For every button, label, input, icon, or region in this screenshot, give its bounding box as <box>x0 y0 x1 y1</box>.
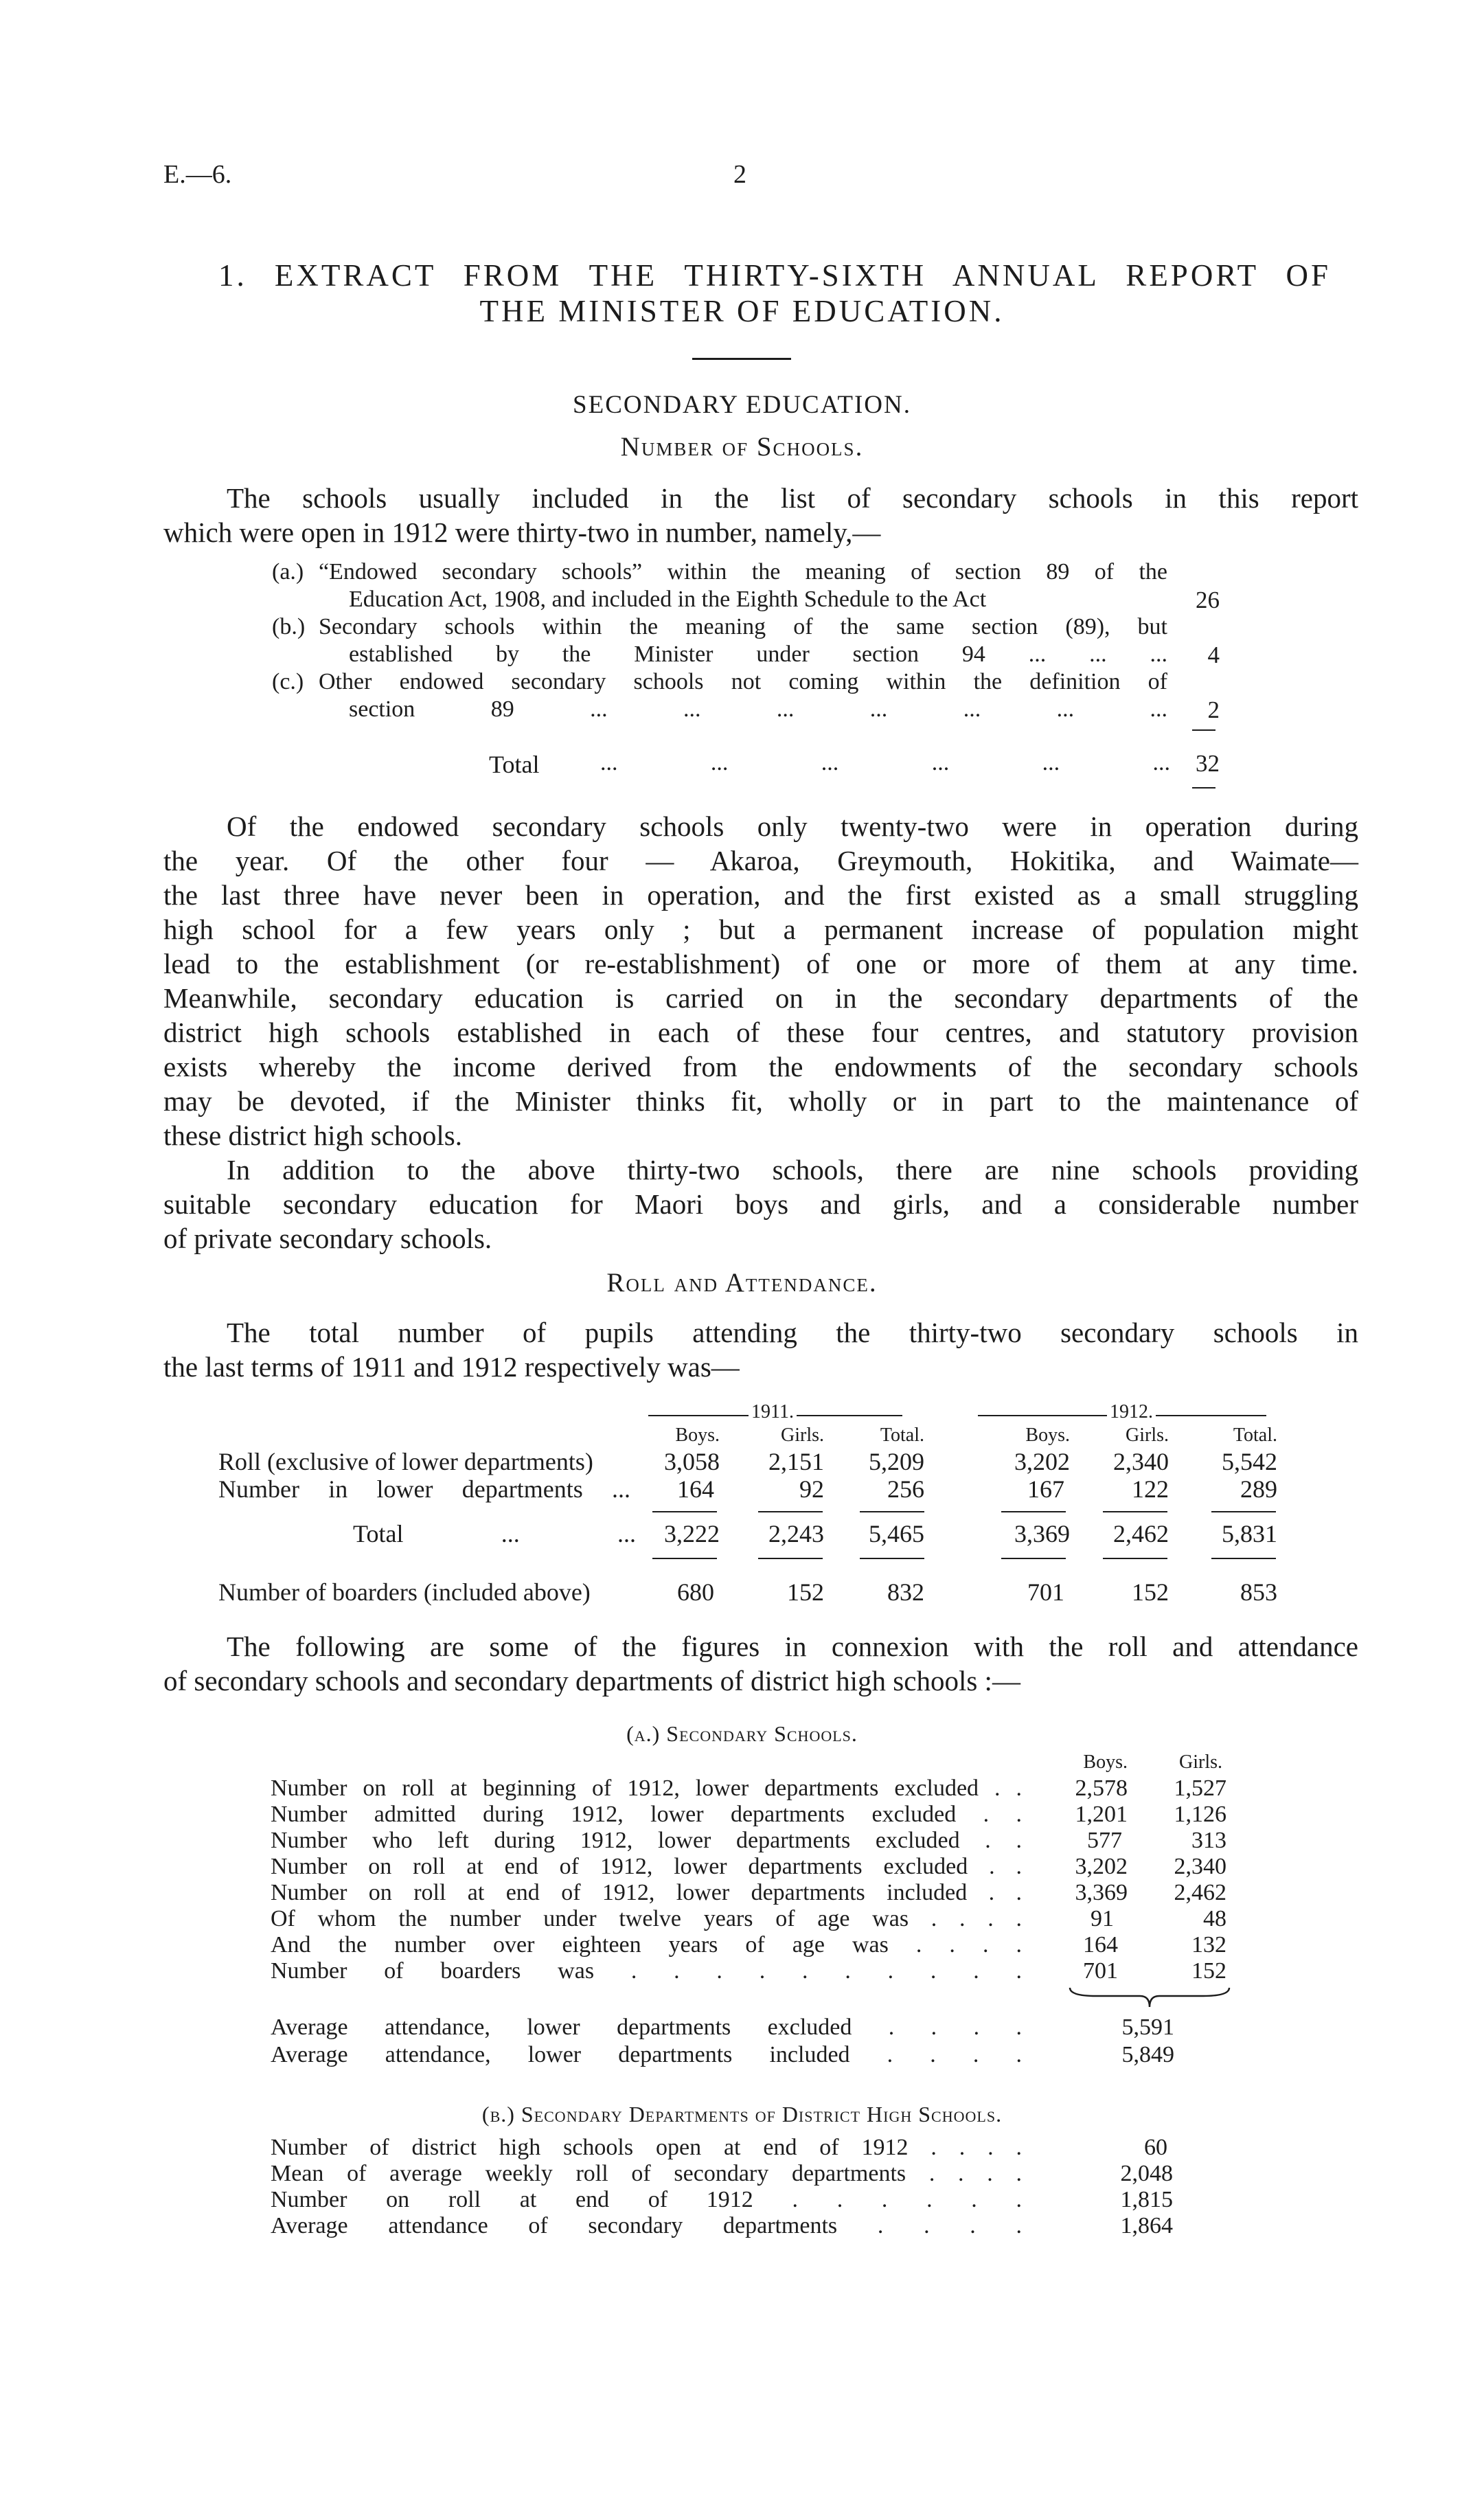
report-reference: E.—6. <box>163 160 232 189</box>
stat-girls: 2,462 <box>1174 1880 1226 1905</box>
table-cell: 2,340 <box>1113 1448 1169 1475</box>
district-row-label: Average attendance of secondary departments . . . . <box>271 2213 1022 2238</box>
roll-intro-line: The total number of pupils attending the thirty-two secondary schools in <box>227 1317 1358 1348</box>
table-cell: 5,831 <box>1222 1520 1277 1547</box>
paragraph-line: these district high schools. <box>163 1120 463 1151</box>
sum-rule <box>1192 729 1215 731</box>
table-row-label: Number in lower departments ... <box>218 1475 630 1503</box>
stat-boys: 1,201 <box>1075 1802 1128 1827</box>
paragraph-line: lead to the establishment (or re-establishment) of one or more of them at any time. <box>163 948 1358 979</box>
table-cell: 3,369 <box>1014 1520 1070 1547</box>
table-cell: 701 <box>1027 1578 1064 1606</box>
stat-row-label: And the number over eighteen years of age was . . . . <box>271 1932 1022 1958</box>
stat-boys: 3,369 <box>1075 1880 1128 1905</box>
schools-intro-line: The schools usually included in the list of secondary schools in this report <box>227 482 1358 514</box>
district-row-label: Mean of average weekly roll of secondary departments . . . . <box>271 2161 1022 2186</box>
schools-intro-line: which were open in 1912 were thirty-two in number, namely,— <box>163 517 881 548</box>
table-cell: 680 <box>677 1578 714 1606</box>
district-high-heading: (b.) Secondary Departments of District High Schools. <box>481 2102 1003 2126</box>
sum-rule <box>1211 1511 1276 1512</box>
stat-row-label: Number on roll at end of 1912, lower departments included . . <box>271 1880 1022 1905</box>
list-item-line: Secondary schools within the meaning of the same section (89), but <box>319 614 1167 639</box>
sum-rule <box>758 1511 823 1512</box>
table-cell: 5,209 <box>869 1448 924 1475</box>
district-value: 1,864 <box>1120 2213 1173 2238</box>
stat-row-label: Number who left during 1912, lower departments excluded . . <box>271 1828 1022 1853</box>
total-label: Total <box>489 751 540 778</box>
table-cell: 2,462 <box>1113 1520 1169 1547</box>
total-leader-dots: ... ... ... ... ... ... <box>600 750 1170 775</box>
col-girls: Girls. <box>1179 1751 1222 1773</box>
total-value: 32 <box>1196 750 1220 777</box>
stat-boys: 3,202 <box>1075 1854 1128 1879</box>
table-cell: 152 <box>787 1578 824 1606</box>
list-item-value: 26 <box>1196 587 1220 613</box>
sum-rule <box>758 1558 823 1559</box>
stat-girls: 1,527 <box>1174 1776 1226 1801</box>
list-item-value: 4 <box>1207 642 1220 668</box>
title-divider <box>692 358 791 360</box>
paragraph-line: may be devoted, if the Minister thinks fit, wholly or in part to the maintenance of <box>163 1085 1358 1117</box>
col-boys: Boys. <box>675 1425 720 1446</box>
stat-boys: 91 <box>1091 1906 1114 1931</box>
table-cell: 5,465 <box>869 1520 924 1547</box>
district-value: 60 <box>1144 2135 1167 2160</box>
paragraph-line: In addition to the above thirty-two schools, there are nine schools providing <box>227 1154 1358 1186</box>
sum-rule <box>1211 1558 1276 1559</box>
paragraph-line: district high schools established in each of these four centres, and statutory provision <box>163 1017 1358 1048</box>
page-number: 2 <box>733 160 746 189</box>
list-item-line: Education Act, 1908, and included in the Eighth Schedule to the Act <box>349 587 987 612</box>
stat-boys: 701 <box>1083 1958 1118 1984</box>
paragraph-line: Meanwhile, secondary education is carried on in the secondary departments of the <box>163 982 1358 1014</box>
col-girls: Girls. <box>1126 1425 1169 1446</box>
col-girls: Girls. <box>781 1425 824 1446</box>
paragraph-line: exists whereby the income derived from the endowments of the secondary schools <box>163 1051 1358 1082</box>
table-cell: 122 <box>1132 1475 1169 1503</box>
table-cell: 3,222 <box>664 1520 720 1547</box>
stat-boys: 577 <box>1087 1828 1122 1853</box>
table-cell: 2,243 <box>768 1520 824 1547</box>
district-value: 2,048 <box>1120 2161 1173 2186</box>
stat-row-label: Number on roll at end of 1912, lower departments excluded . . <box>271 1854 1022 1879</box>
report-title-line1: 1. EXTRACT FROM THE THIRTY-SIXTH ANNUAL REPORT OF <box>218 258 1331 293</box>
attendance-value: 5,591 <box>1121 2015 1174 2040</box>
table-cell: 832 <box>887 1578 924 1606</box>
stat-row-label: Number on roll at beginning of 1912, lower departments excluded . . <box>271 1776 1022 1801</box>
district-row-label: Number on roll at end of 1912 . . . . . . <box>271 2187 1022 2212</box>
stat-girls: 132 <box>1191 1932 1226 1958</box>
table-cell: 92 <box>799 1475 824 1503</box>
list-item-line: Other endowed secondary schools not coming within the definition of <box>319 669 1167 694</box>
table-cell: 2,151 <box>768 1448 824 1475</box>
col-boys: Boys. <box>1025 1425 1070 1446</box>
stat-row-label: Number of boarders was . . . . . . . . . . <box>271 1958 1022 1984</box>
table-cell: 3,202 <box>1014 1448 1070 1475</box>
combining-brace <box>1069 1986 1231 2010</box>
report-title-line2: THE MINISTER OF EDUCATION. <box>479 294 1005 328</box>
table-cell: 3,058 <box>664 1448 720 1475</box>
boarders-row-label: Number of boarders (included above) <box>218 1578 591 1606</box>
list-item-label: (c.) <box>272 669 304 694</box>
table-cell: 853 <box>1240 1578 1277 1606</box>
paragraph-line: the year. Of the other four — Akaroa, Greymouth, Hokitika, and Waimate— <box>163 845 1358 876</box>
stat-boys: 164 <box>1083 1932 1118 1958</box>
table-cell: 256 <box>887 1475 924 1503</box>
sum-rule <box>1001 1511 1066 1512</box>
table-cell: 167 <box>1027 1475 1064 1503</box>
table-cell: 5,542 <box>1222 1448 1277 1475</box>
stat-girls: 152 <box>1191 1958 1226 1984</box>
paragraph-line: high school for a few years only ; but a permanent increase of population might <box>163 914 1358 945</box>
table-cell: 152 <box>1132 1578 1169 1606</box>
sum-rule <box>1001 1558 1066 1559</box>
sum-rule <box>652 1558 717 1559</box>
sum-rule <box>652 1511 717 1512</box>
section-heading: SECONDARY EDUCATION. <box>573 391 911 419</box>
col-total: Total. <box>1233 1425 1277 1446</box>
sum-rule <box>1103 1511 1167 1512</box>
attendance-value: 5,849 <box>1121 2042 1174 2067</box>
attendance-row-label: Average attendance, lower departments excluded . . . . <box>271 2015 1022 2040</box>
attendance-row-label: Average attendance, lower departments included . . . . <box>271 2042 1022 2067</box>
table-row-label: Roll (exclusive of lower departments) <box>218 1448 593 1475</box>
stat-row-label: Number admitted during 1912, lower departments excluded . . <box>271 1802 1022 1827</box>
paragraph-line: of private secondary schools. <box>163 1223 492 1254</box>
year-1912: 1912. <box>1107 1401 1156 1423</box>
col-boys: Boys. <box>1083 1751 1128 1773</box>
stat-row-label: Of whom the number under twelve years of age was . . . . <box>271 1906 1022 1931</box>
sum-rule <box>860 1511 924 1512</box>
sum-rule <box>860 1558 924 1559</box>
district-row-label: Number of district high schools open at end of 1912 . . . . <box>271 2135 1022 2160</box>
list-item-label: (a.) <box>272 559 304 585</box>
col-total: Total. <box>880 1425 924 1446</box>
list-item-label: (b.) <box>272 614 306 639</box>
roll-intro-line: the last terms of 1911 and 1912 respectively was— <box>163 1351 740 1383</box>
district-value: 1,815 <box>1120 2187 1173 2212</box>
paragraph-line: the last three have never been in operation, and the first existed as a small struggling <box>163 879 1358 911</box>
stat-girls: 1,126 <box>1174 1802 1226 1827</box>
roll-attendance-heading: Roll and Attendance. <box>606 1268 878 1297</box>
table-cell: 164 <box>677 1475 714 1503</box>
stat-girls: 2,340 <box>1174 1854 1226 1879</box>
table-cell: 289 <box>1240 1475 1277 1503</box>
list-item-line: established by the Minister under section 94 ... ... ... <box>349 642 1167 667</box>
paragraph-line: of secondary schools and secondary departments of district high schools :— <box>163 1665 1020 1697</box>
sum-rule <box>1192 787 1215 789</box>
paragraph-line: suitable secondary education for Maori boys and girls, and a considerable number <box>163 1188 1358 1220</box>
list-item-value: 2 <box>1207 696 1220 723</box>
year-1911: 1911. <box>749 1401 797 1423</box>
stat-boys: 2,578 <box>1075 1776 1128 1801</box>
list-item-line: “Endowed secondary schools” within the meaning of section 89 of the <box>319 559 1167 585</box>
secondary-schools-heading: (a.) Secondary Schools. <box>626 1721 858 1746</box>
paragraph-line: Of the endowed secondary schools only twenty-two were in operation during <box>227 810 1358 842</box>
total-row-label: Total ... ... <box>353 1520 636 1547</box>
sum-rule <box>1103 1558 1167 1559</box>
list-item-line: section 89 ... ... ... ... ... ... ... <box>349 696 1167 722</box>
stat-girls: 48 <box>1203 1906 1226 1931</box>
number-of-schools-heading: Number of Schools. <box>620 432 864 462</box>
stat-girls: 313 <box>1191 1828 1226 1853</box>
paragraph-line: The following are some of the figures in connexion with the roll and attendance <box>227 1631 1358 1662</box>
